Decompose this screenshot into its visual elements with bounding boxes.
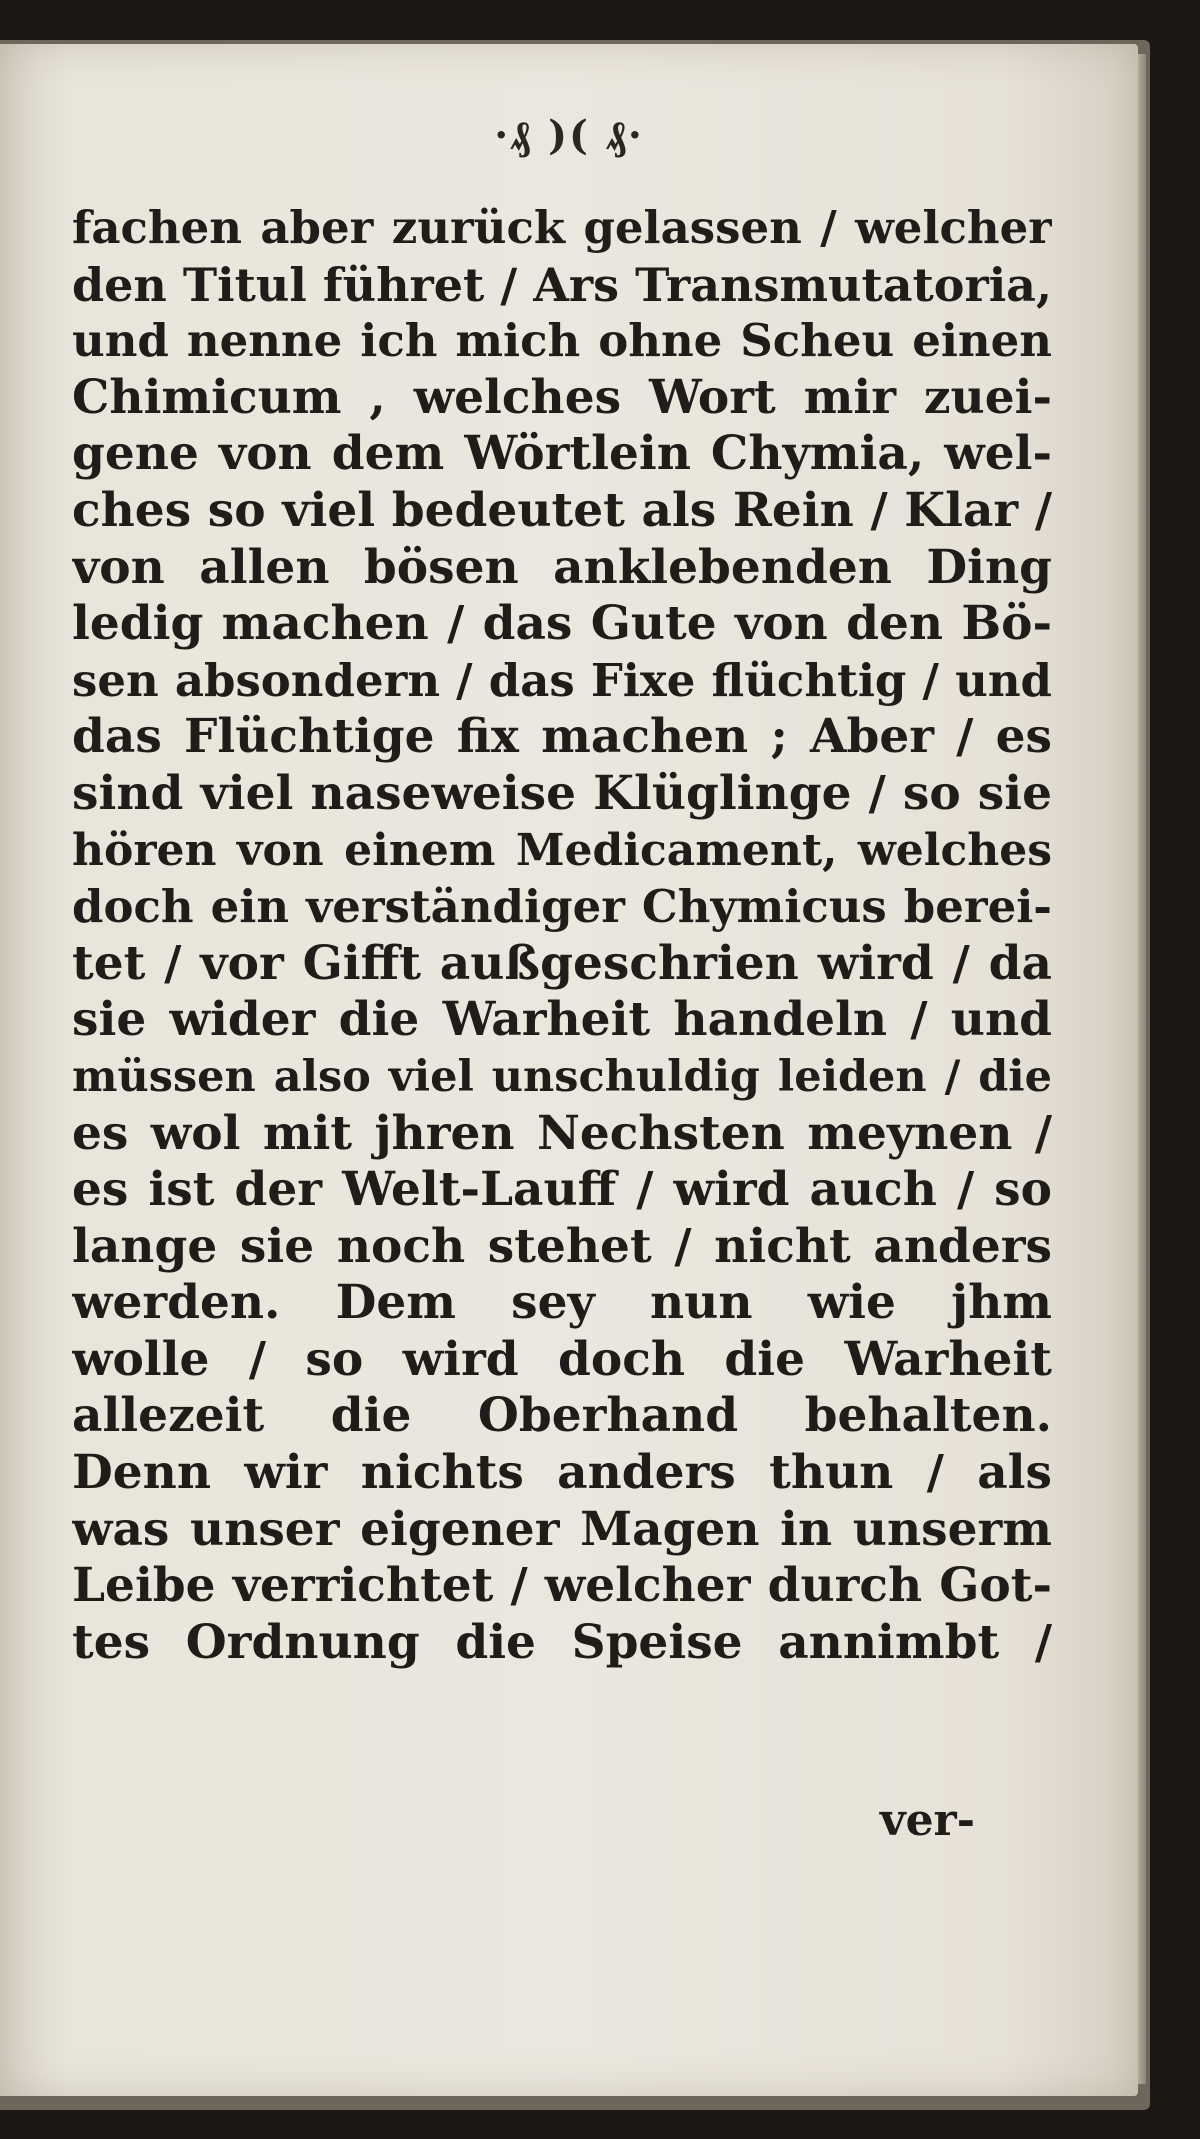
text-line: es wol mit jhren Nechsten meynen / [72,1105,1052,1161]
text-line: tet / vor Gifft außgeschrien wird / da [72,935,1052,991]
text-line: Chimicum , welches Wort mir zuei- [72,369,1052,425]
text-line: sen absondern / das Fixe flüchtig / und [72,653,1052,707]
text-line: ledig machen / das Gute von den Bö- [72,596,1052,652]
page-edge [1138,54,1146,2084]
body-text [72,200,1052,1671]
text-line: das Flüchtige fix machen ; Aber / es [72,709,1052,765]
text-line: Leibe verrichtet / welcher durch Got- [72,1558,1052,1614]
text-line: müssen also viel unschuldig leiden / die [72,1051,1052,1102]
catchword: ver- [880,1795,976,1846]
text-line: den Titul führet / Ars Transmutatoria, [72,257,1052,312]
text-line: sie wider die Warheit handeln / und [72,992,1052,1048]
text-line: und nenne ich mich ohne Scheu einen [72,314,1052,368]
text-line: von allen bösen anklebenden Ding [72,539,1052,595]
text-line: Denn wir nichts anders thun / als [72,1445,1052,1501]
text-line: tes Ordnung die Speise annimbt / [72,1614,1052,1670]
text-line: hören von einem Medicament, welches [72,824,1052,876]
text-line: lange sie noch stehet / nicht anders [72,1218,1052,1274]
text-line: sind viel naseweise Klüglinge / so sie [72,765,1052,821]
text-line: fachen aber zurück gelassen / welcher [72,201,1052,254]
page-header: ·₰ )( ₰· [494,112,644,159]
text-line: ches so viel bedeutet als Rein / Klar / [72,482,1052,538]
text-line: gene von dem Wörtlein Chymia, wel- [72,426,1052,482]
text-line: doch ein verständiger Chymicus berei- [72,880,1052,934]
text-line: allezeit die Oberhand behalten. [72,1388,1052,1444]
text-line: wolle / so wird doch die Warheit [72,1331,1052,1387]
text-line: werden. Dem sey nun wie jhm [72,1275,1052,1331]
text-line: was unser eigener Magen in unserm [72,1501,1052,1557]
text-line: es ist der Welt-Lauff / wird auch / so [72,1162,1052,1218]
